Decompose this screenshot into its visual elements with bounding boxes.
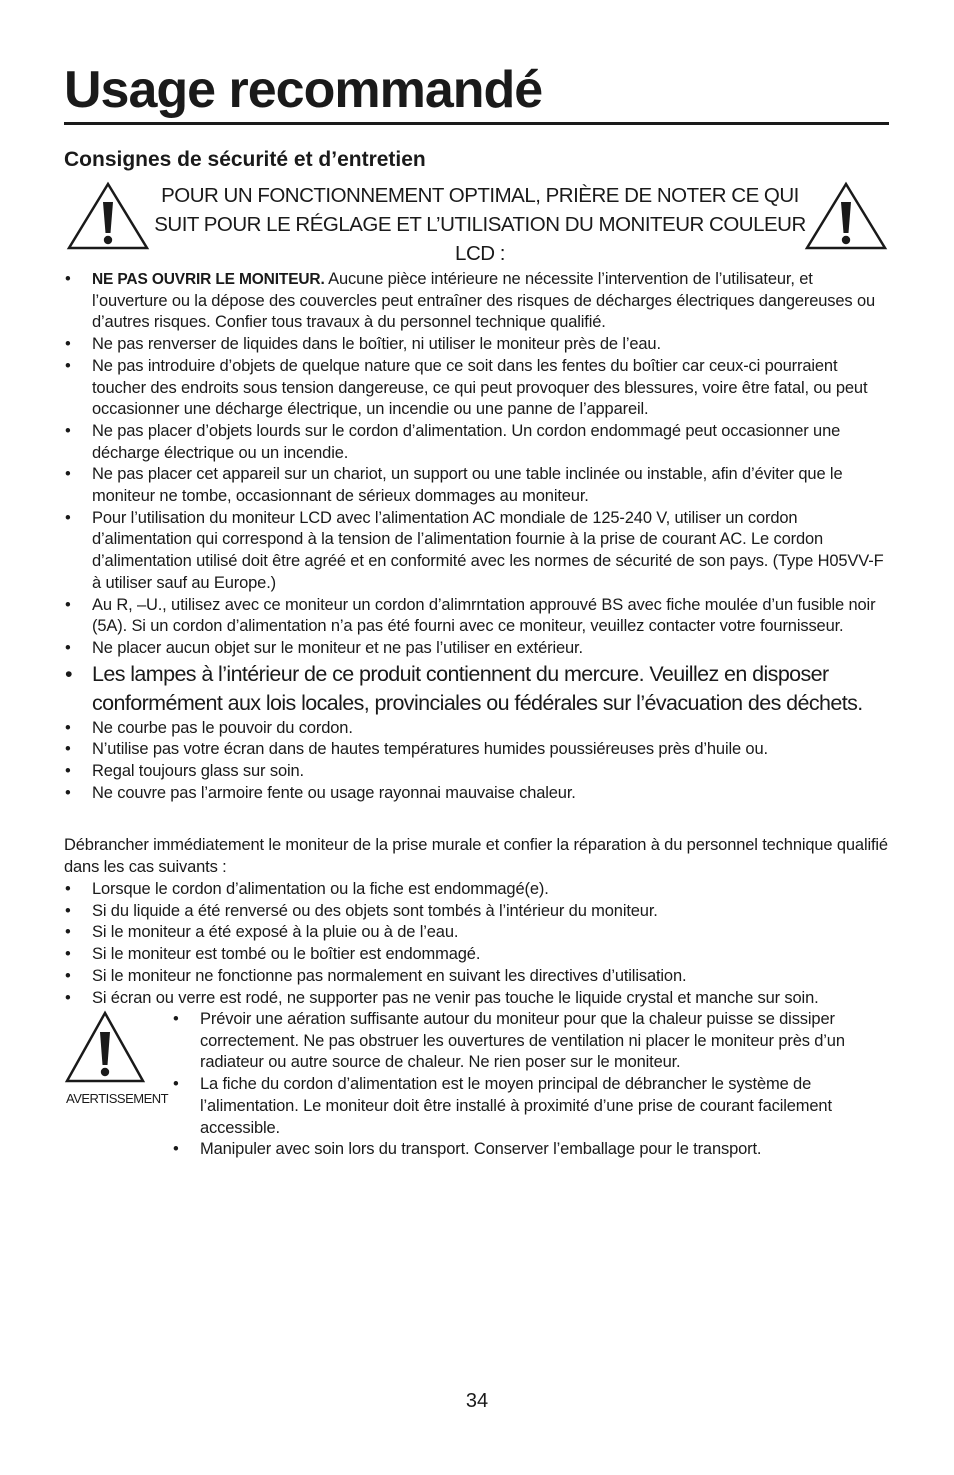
list-item: • Si le moniteur est tombé ou le boîtier est endommagé. bbox=[64, 944, 889, 966]
list-item: • Ne couvre pas l’armoire fente ou usage rayonnai mauvaise chaleur. bbox=[64, 783, 889, 805]
warning-triangle-icon bbox=[804, 181, 888, 251]
unplug-list bbox=[64, 879, 889, 1009]
list-item: • Si le moniteur ne fonctionne pas normalement en suivant les directives d’utilisation. bbox=[64, 966, 889, 988]
list-item: • Regal toujours glass sur soin. bbox=[64, 761, 889, 783]
page-title: Usage recommandé bbox=[64, 61, 543, 119]
section-subtitle: Consignes de sécurité et d’entretien bbox=[64, 148, 426, 171]
list-item-mercury: • Les lampes à l’intérieur de ce produit contiennent du mercure. Veuillez en disposer conformément aux lois locales, provinciales ou fédérales sur l’évacuation des déchets. bbox=[64, 660, 889, 718]
page-number: 34 bbox=[465, 1390, 489, 1412]
warning-triangle-icon bbox=[66, 181, 150, 251]
list-item: • Ne courbe pas le pouvoir du cordon. bbox=[64, 718, 889, 740]
unplug-intro: Débrancher immédiatement le moniteur de la prise murale et confier la réparation à du personnel technique qualifié dans les cas suivants : bbox=[64, 836, 888, 876]
list-item: • La fiche du cordon d’alimentation est le moyen principal de débrancher le système de l’alimentation. Le moniteur doit être installé à proximité d’une prise de courant facilement accessible. bbox=[172, 1074, 890, 1139]
item-text: Aucune pièce intérieure ne nécessite l’intervention de l’utilisateur, et l’ouverture ou la dépose des couvercles peut entraîner des risques de décharges électriques dangereuses ou d’autres risques. Confier tous travaux à du personnel technique qualifié. bbox=[92, 270, 876, 332]
list-item: • N’utilise pas votre écran dans de hautes températures humides poussiéreuses près d’huile ou. bbox=[64, 739, 889, 761]
list-item: • Au R, –U., utilisez avec ce moniteur un cordon d’alimrntation approuvé BS avec fiche moulée d’un fusible noir (5A). Si un cordon d’alimentation n’a pas été fourni avec ce moniteur, veuillez contacter votre fournisseur. bbox=[64, 595, 889, 638]
list-item: • Manipuler avec soin lors du transport. Conserver l’emballage pour le transport. bbox=[172, 1139, 890, 1161]
list-item bbox=[64, 269, 889, 334]
list-item: • Ne pas placer d’objets lourds sur le cordon d’alimentation. Un cordon endommagé peut occasionner une décharge électrique ou un incendie. bbox=[64, 421, 889, 464]
list-item: • Si du liquide a été renversé ou des objets sont tombés à l’intérieur du moniteur. bbox=[64, 901, 889, 923]
list-item: • Si écran ou verre est rodé, ne supporter pas ne venir pas touche le liquide crystal et manche sur soin. bbox=[64, 988, 889, 1010]
list-item: • Si le moniteur a été exposé à la pluie ou à de l’eau. bbox=[64, 922, 889, 944]
list-item: • Pour l’utilisation du moniteur LCD avec l’alimentation AC mondiale de 125-240 V, utiliser un cordon d’alimentation qui correspond à la tension de l’alimentation fournie à la prise de courant AC. Le cordon d’alimentation utilisé doit être agréé et en conformité avec les normes de sécurité de son pays. (Type H05VV-F à utiliser sauf au Europe.) bbox=[64, 508, 889, 595]
warning-heading: POUR UN FONCTIONNEMENT OPTIMAL, PRIÈRE DE NOTER CE QUI SUIT POUR LE RÉGLAGE ET L’UTILISATION DU MONITEUR COULEUR LCD : bbox=[154, 184, 806, 265]
list-item: • Prévoir une aération suffisante autour du moniteur pour que la chaleur puisse se dissiper correctement. Ne pas obstruer les ouvertures de ventilation ni placer le moniteur près d’un radiateur ou autre source de chaleur. Ne rien poser sur le moniteur. bbox=[172, 1009, 890, 1074]
title-rule bbox=[64, 122, 889, 125]
list-item: • Ne pas placer cet appareil sur un chariot, un support ou une table inclinée ou instable, afin d’éviter que le moniteur ne tombe, occasionnant de sérieux dommages au moniteur. bbox=[64, 464, 889, 507]
safety-list bbox=[64, 269, 889, 804]
list-item: • Ne pas renverser de liquides dans le boîtier, ni utiliser le moniteur près de l’eau. bbox=[64, 334, 889, 356]
avertissement-label: AVERTISSEMENT bbox=[66, 1091, 169, 1106]
item-lead: NE PAS OUVRIR LE MONITEUR. bbox=[92, 271, 325, 288]
list-item: • Lorsque le cordon d’alimentation ou la fiche est endommagé(e). bbox=[64, 879, 889, 901]
list-item: • Ne pas introduire d’objets de quelque nature que ce soit dans les fentes du boîtier car ceux-ci pourraient toucher des endroits sous tension dangereuse, ce qui peut provoquer des blessures, voire être fatal, ou peut occasionner une décharge électrique, un incendie ou une panne de l’appareil. bbox=[64, 356, 889, 421]
avertissement-list bbox=[172, 1009, 890, 1161]
list-item: • Ne placer aucun objet sur le moniteur et ne pas l’utiliser en extérieur. bbox=[64, 638, 889, 660]
warning-triangle-icon bbox=[64, 1010, 146, 1084]
